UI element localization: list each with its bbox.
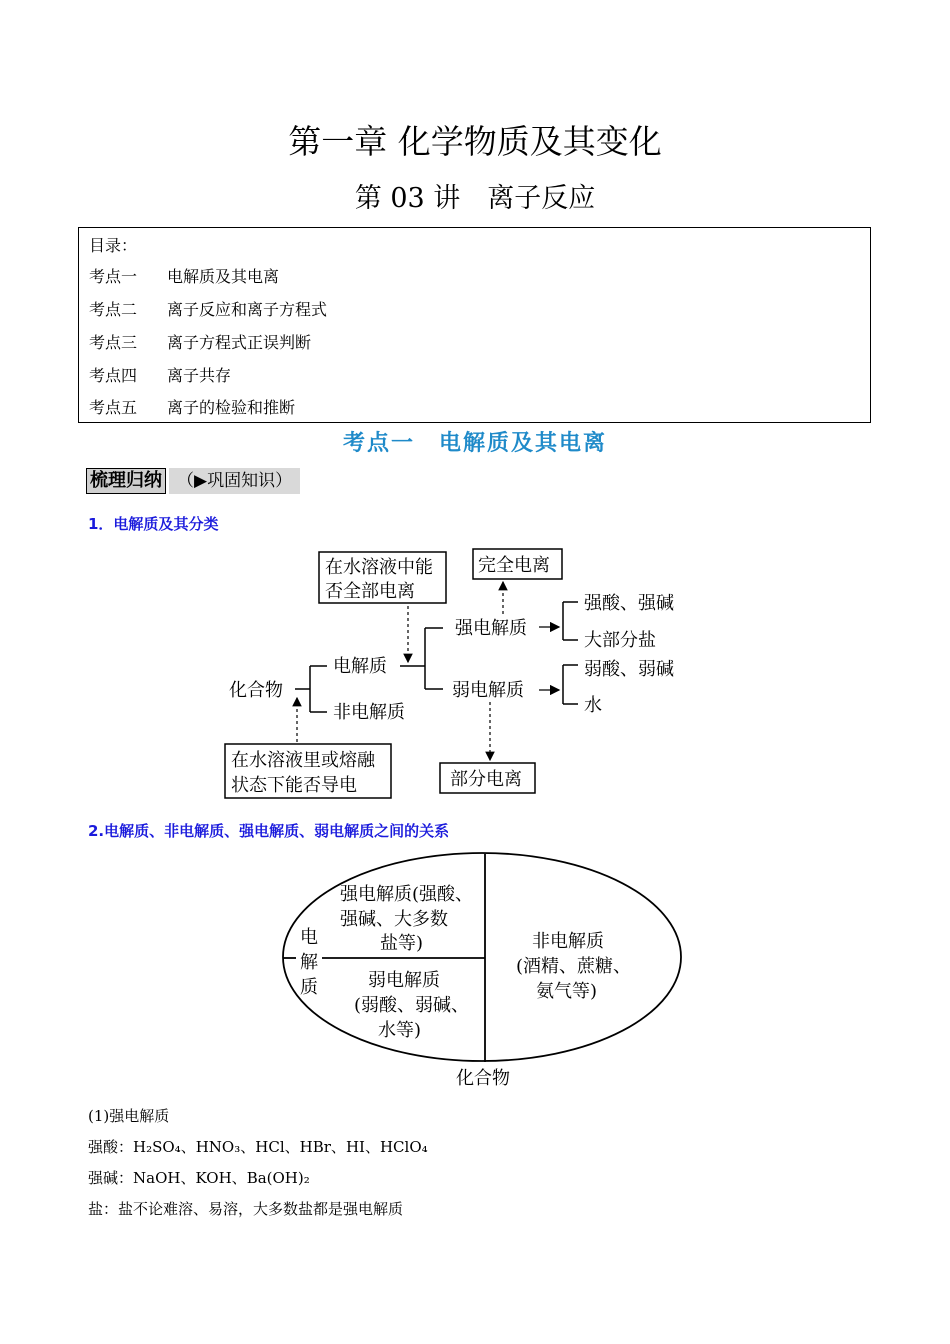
weak-electrolyte-label: 弱电解质 bbox=[452, 680, 524, 701]
weak-text-line2: (弱酸、弱碱、 bbox=[354, 995, 470, 1016]
strong-text-line3: 盐等) bbox=[380, 933, 424, 954]
relationship-diagram bbox=[0, 848, 950, 1098]
toc-item-number: 考点二 bbox=[89, 300, 138, 319]
box-bottom-line1: 在水溶液里或熔融 bbox=[231, 750, 375, 771]
badge-suffix: （▶巩固知识） bbox=[169, 468, 300, 494]
electrolyte-char-1: 电 bbox=[300, 927, 318, 948]
section-title: 考点一 电解质及其电离 bbox=[342, 431, 607, 456]
salt-line: 盐：盐不论难溶、易溶，大多数盐都是强电解质 bbox=[88, 1200, 404, 1218]
electrolyte-label: 电解质 bbox=[333, 656, 387, 677]
box-top-line1: 在水溶液中能 bbox=[325, 557, 433, 578]
toc-item[interactable] bbox=[89, 330, 311, 353]
table-of-contents bbox=[78, 227, 871, 423]
strong-electrolyte-title: (1)强电解质 bbox=[88, 1107, 170, 1125]
full-ionization-label: 完全电离 bbox=[478, 555, 550, 576]
non-text-line2: (酒精、蔗糖、 bbox=[516, 956, 632, 977]
box-top-line2: 否全部电离 bbox=[325, 581, 415, 602]
base-item: Ba(OH)₂ bbox=[246, 1169, 310, 1187]
classification-diagram bbox=[0, 540, 950, 810]
toc-item-number: 考点一 bbox=[89, 267, 138, 286]
weak-text-line1: 弱电解质 bbox=[368, 970, 440, 991]
partial-ionization-label: 部分电离 bbox=[450, 769, 522, 790]
acid-item: H₂SO₄ bbox=[133, 1138, 181, 1156]
strong-electrolyte-label: 强电解质 bbox=[455, 618, 527, 639]
bracket-strong bbox=[563, 602, 578, 640]
weak-item-water: 水 bbox=[584, 695, 602, 716]
electrolyte-char-3: 质 bbox=[300, 977, 318, 998]
bracket-weak bbox=[563, 665, 578, 704]
acid-item: HClO₄ bbox=[379, 1138, 428, 1156]
toc-item[interactable] bbox=[89, 297, 327, 320]
compound-bottom-label: 化合物 bbox=[456, 1068, 510, 1089]
toc-item-text: 离子共存 bbox=[167, 366, 232, 385]
lecture-title: 第 03 讲 离子反应 bbox=[354, 183, 596, 214]
strong-text-line1: 强电解质(强酸、 bbox=[340, 884, 474, 905]
non-text-line1: 非电解质 bbox=[532, 931, 604, 952]
heading-relationship: 2.电解质、非电解质、强电解质、弱电解质之间的关系 bbox=[88, 822, 450, 840]
non-text-line3: 氨气等) bbox=[536, 981, 598, 1002]
toc-item[interactable] bbox=[89, 363, 231, 386]
compound-label: 化合物 bbox=[229, 680, 283, 701]
heading-classification: 1．电解质及其分类 bbox=[88, 515, 219, 533]
badge-label: 梳理归纳 bbox=[86, 468, 166, 494]
toc-item-text: 离子的检验和推断 bbox=[167, 398, 296, 417]
base-item: KOH bbox=[195, 1169, 232, 1187]
base-item: NaOH bbox=[133, 1169, 181, 1187]
acid-item: HCl bbox=[255, 1138, 285, 1156]
electrolyte-char-2: 解 bbox=[300, 952, 318, 973]
weak-text-line3: 水等) bbox=[378, 1020, 422, 1041]
strong-bases-label: 强碱： bbox=[88, 1169, 134, 1187]
acid-item: HBr bbox=[299, 1138, 331, 1156]
toc-item-number: 考点三 bbox=[89, 333, 138, 352]
toc-item[interactable] bbox=[89, 395, 295, 418]
strong-acids-line: 强酸：H₂SO₄、HNO₃、HCl、HBr、HI、HClO₄ bbox=[88, 1138, 428, 1156]
strong-bases-line: 强碱：NaOH、KOH、Ba(OH)₂ bbox=[88, 1169, 310, 1187]
toc-item-number: 考点四 bbox=[89, 366, 138, 385]
toc-item-number: 考点五 bbox=[89, 398, 138, 417]
acid-item: HI bbox=[345, 1138, 365, 1156]
toc-label: 目录： bbox=[89, 236, 138, 255]
strong-text-line2: 强碱、大多数 bbox=[340, 909, 448, 930]
strong-acids-label: 强酸： bbox=[88, 1138, 134, 1156]
weak-item-acids-bases: 弱酸、弱碱 bbox=[584, 659, 674, 680]
acid-item: HNO₃ bbox=[195, 1138, 241, 1156]
toc-item[interactable] bbox=[89, 264, 279, 287]
toc-item-text: 离子反应和离子方程式 bbox=[167, 300, 328, 319]
strong-item-salts: 大部分盐 bbox=[584, 630, 656, 651]
non-electrolyte-label: 非电解质 bbox=[333, 702, 405, 723]
summary-badge bbox=[86, 468, 300, 494]
toc-item-text: 离子方程式正误判断 bbox=[167, 333, 312, 352]
chapter-title: 第一章 化学物质及其变化 bbox=[288, 122, 662, 161]
strong-item-acids-bases: 强酸、强碱 bbox=[584, 593, 674, 614]
toc-item-text: 电解质及其电离 bbox=[167, 267, 280, 286]
box-bottom-line2: 状态下能否导电 bbox=[231, 775, 357, 796]
